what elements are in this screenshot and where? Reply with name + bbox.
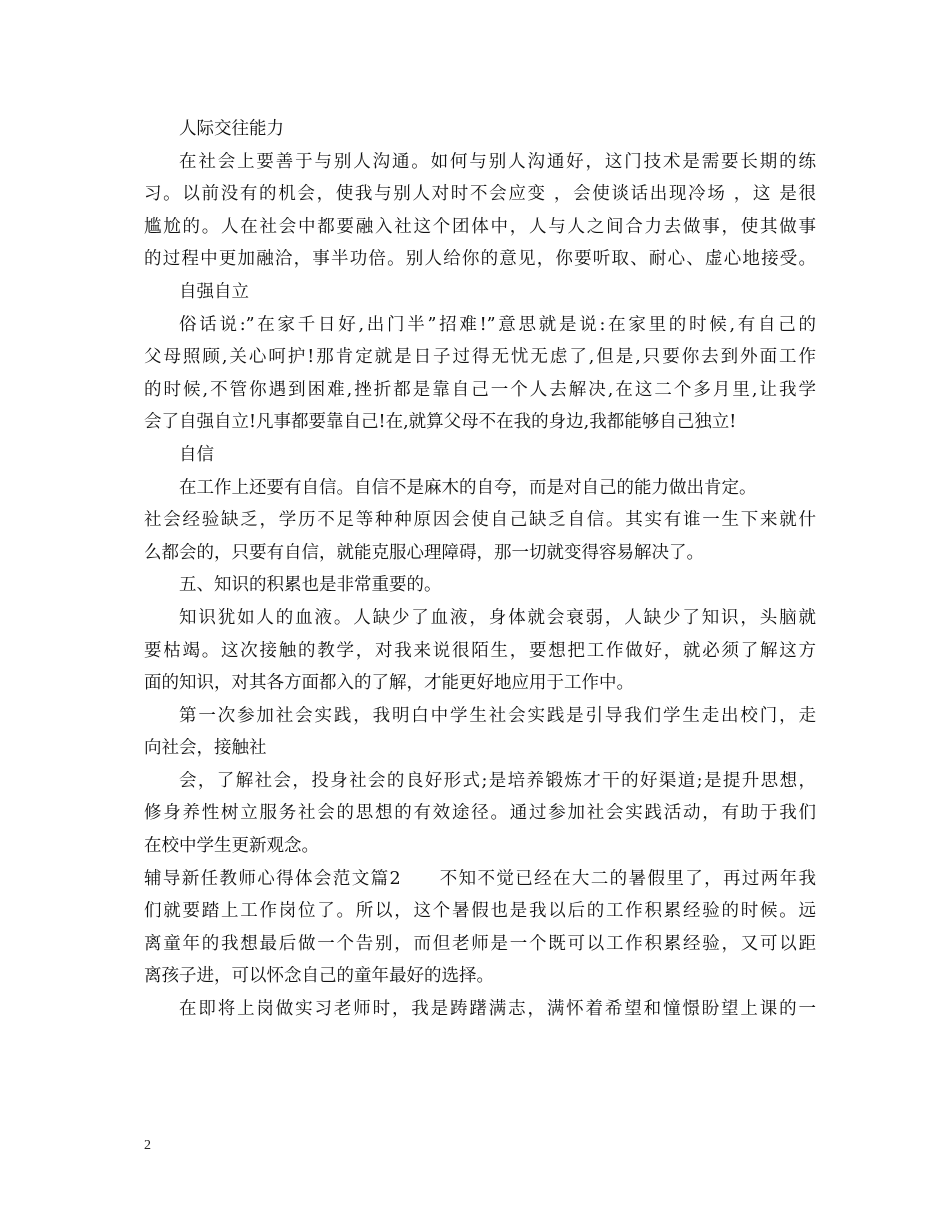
text-line: 知识犹如人的血液。人缺少了血液，身体就会衰弱，人缺少了知识，头脑就 bbox=[179, 607, 816, 628]
text-line: 面的知识，对其各方面都入的了解，才能更好地应用于工作中。 bbox=[144, 673, 634, 694]
text-line: 自强自立 bbox=[179, 281, 249, 302]
text-line: 五、知识的积累也是非常重要的。 bbox=[179, 575, 442, 596]
text-line: 会了自强自立!凡事都要靠自己!在,就算父母不在我的身边,我都能够自己独立! bbox=[144, 412, 737, 433]
page-number: 2 bbox=[144, 1138, 151, 1153]
text-line: 的过程中更加融洽，事半功倍。别人给你的意见，你要听取、耐心、虚心地接受。 bbox=[144, 249, 816, 270]
text-line: 么都会的，只要有自信，就能克服心理障碍，那一切就变得容易解决了。 bbox=[144, 542, 704, 563]
text-line: 修身养性树立服务社会的思想的有效途径。通过参加社会实践活动，有助于我们 bbox=[144, 803, 816, 824]
text-line: 习。以前没有的机会，使我与别人对时不会应变 ，会使谈话出现冷场 ，这 是很 bbox=[144, 184, 816, 205]
text-line: 在社会上要善于与别人沟通。如何与别人沟通好，这门技术是需要长期的练 bbox=[179, 151, 816, 172]
text-line: 辅导新任教师心得体会范文篇2 不知不觉已经在大二的暑假里了，再过两年我 bbox=[144, 868, 816, 889]
text-line: 第一次参加社会实践，我明白中学生社会实践是引导我们学生走出校门，走 bbox=[179, 705, 816, 726]
text-line: 在即将上岗做实习老师时，我是踌躇满志，满怀着希望和憧憬盼望上课的一 bbox=[179, 999, 816, 1020]
text-line: 在校中学生更新观念。 bbox=[144, 836, 319, 857]
text-line: 社会经验缺乏，学历不足等种种原因会使自己缺乏自信。其实有谁一生下来就什 bbox=[144, 510, 816, 531]
text-line: 尴尬的。人在社会中都要融入社这个团体中，人与人之间合力去做事，使其做事 bbox=[144, 216, 816, 237]
text-line: 的时候,不管你遇到困难,挫折都是靠自己一个人去解决,在这二个多月里,让我学 bbox=[144, 379, 816, 400]
text-line: 离孩子进，可以怀念自己的童年最好的选择。 bbox=[144, 966, 494, 987]
text-line: 要枯竭。这次接触的教学，对我来说很陌生，要想把工作做好，就必须了解这方 bbox=[144, 640, 816, 661]
text-line: 人际交往能力 bbox=[179, 119, 284, 139]
text-line: 们就要踏上工作岗位了。所以，这个暑假也是我以后的工作积累经验的时候。远 bbox=[144, 901, 816, 922]
text-line: 父母照顾,关心呵护!那肯定就是日子过得无忧无虑了,但是,只要你去到外面工作 bbox=[144, 347, 816, 368]
text-line: 离童年的我想最后做一个告别，而但老师是一个既可以工作积累经验，又可以距 bbox=[144, 933, 816, 954]
text-line: 在工作上还要有自信。自信不是麻木的自夸，而是对自己的能力做出肯定。 bbox=[179, 477, 757, 498]
text-line: 自信 bbox=[179, 444, 214, 465]
document-body bbox=[144, 113, 816, 1026]
text-line: 俗话说:”在家千日好,出门半”招难!”意思就是说:在家里的时候,有自己的 bbox=[179, 314, 816, 335]
text-line: 向社会，接触社 bbox=[144, 738, 267, 759]
text-line: 会，了解社会，投身社会的良好形式;是培养锻炼才干的好渠道;是提升思想， bbox=[179, 770, 816, 791]
